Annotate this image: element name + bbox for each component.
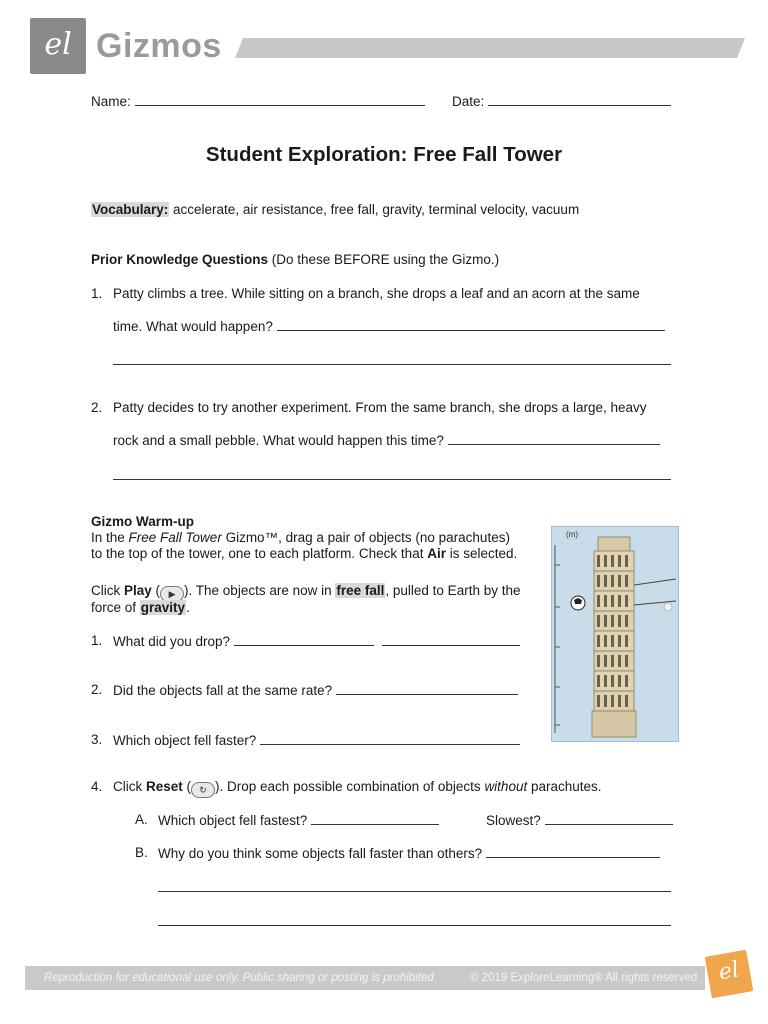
warmup-q2-text: Did the objects fall at the same rate? xyxy=(113,683,333,698)
warmup-qB xyxy=(158,845,660,862)
prior-knowledge-title: Prior Knowledge Questions xyxy=(91,252,269,267)
warmup-q1-answer-line-1[interactable] xyxy=(234,633,374,646)
warmup-p1-gizmo: Free Fall Tower xyxy=(128,530,222,545)
warmup-paragraph-1 xyxy=(91,530,510,546)
warmup-q4 xyxy=(113,779,602,798)
warmup-qA-slowest-line[interactable] xyxy=(545,812,673,825)
warmup-p2-a: Click xyxy=(91,583,124,598)
warmup-p1-air: Air xyxy=(427,546,446,561)
warmup-q2-number: 2. xyxy=(91,682,103,697)
warmup-q4-d: parachutes. xyxy=(527,779,602,794)
warmup-p2-line2-b: . xyxy=(186,600,190,615)
warmup-q3-answer-line[interactable] xyxy=(260,732,520,745)
name-line[interactable] xyxy=(135,93,425,106)
play-icon: ▶ xyxy=(160,586,184,602)
warmup-qA xyxy=(158,812,439,829)
warmup-qA-slowest-label: Slowest? xyxy=(486,813,541,828)
warmup-p2-gravity: gravity xyxy=(140,600,186,615)
warmup-paragraph-2-line2 xyxy=(91,600,190,616)
pk-q2-answer-line-2[interactable] xyxy=(113,479,671,480)
pk-q1-answer-line-2[interactable] xyxy=(113,364,671,365)
warmup-q1-number: 1. xyxy=(91,633,103,648)
warmup-q4-reset: Reset xyxy=(146,779,183,794)
pk-q1-line2 xyxy=(113,318,665,335)
warmup-q3-text: Which object fell faster? xyxy=(113,733,257,748)
tower-illustration xyxy=(552,527,678,741)
pk-q1-answer-line[interactable] xyxy=(277,318,665,331)
warmup-q4-without: without xyxy=(484,779,528,794)
warmup-q3-number: 3. xyxy=(91,732,103,747)
warmup-p2-freefall: free fall xyxy=(336,583,385,598)
axis-label: (m) xyxy=(566,530,578,539)
pk-q2-line2 xyxy=(113,432,660,449)
gizmos-logo-mark: el xyxy=(44,27,72,62)
warmup-p2-d: , pulled to Earth by the xyxy=(385,583,521,598)
warmup-qA-text: Which object fell fastest? xyxy=(158,813,308,828)
warmup-qB-answer-line[interactable] xyxy=(486,845,660,858)
pk-q1-text: Patty climbs a tree. While sitting on a branch, she drops a leaf and an acorn at the same xyxy=(113,286,640,301)
warmup-p1-b: Gizmo™, drag a pair of objects (no parachutes) xyxy=(221,530,510,545)
warmup-p2-line2-a: force of xyxy=(91,600,140,615)
header-bar xyxy=(235,38,745,58)
vocabulary-terms: accelerate, air resistance, free fall, gravity, terminal velocity, vacuum xyxy=(169,202,580,217)
warmup-q1 xyxy=(113,633,520,650)
warmup-p1-a: In the xyxy=(91,530,129,545)
warmup-heading xyxy=(91,514,194,530)
vocabulary xyxy=(91,202,579,218)
explorelearning-logo-mark: el xyxy=(716,957,741,986)
date-line[interactable] xyxy=(488,93,671,106)
footer-copyright: © 2019 ExploreLearning® All rights reserved xyxy=(470,972,698,984)
warmup-q4-b: ( xyxy=(182,779,192,794)
footer-disclaimer: Reproduction for educational use only. Public sharing or posting is prohibited. xyxy=(44,972,437,984)
pk-q1-text-2: time. What would happen? xyxy=(113,319,273,334)
warmup-p1-line2-a: to the top of the tower, one to each platform. Check that xyxy=(91,546,428,561)
warmup-q4-number: 4. xyxy=(91,779,103,794)
brand-name: Gizmos xyxy=(96,27,222,65)
warmup-qA-slowest xyxy=(486,812,673,829)
warmup-q1-answer-line-2[interactable] xyxy=(382,633,520,646)
name-label: Name: xyxy=(91,94,131,109)
warmup-qB-answer-line-2[interactable] xyxy=(158,891,671,892)
warmup-p2-play: Play xyxy=(124,583,152,598)
warmup-paragraph-1-line2 xyxy=(91,546,517,562)
pk-q2-number: 2. xyxy=(91,400,103,415)
pk-q2-text-2: rock and a small pebble. What would happen this time? xyxy=(113,433,444,448)
warmup-q4-a: Click xyxy=(113,779,146,794)
warmup-p2-c: ). The objects are now in xyxy=(184,583,336,598)
warmup-title: Gizmo Warm-up xyxy=(91,514,194,529)
warmup-q4-c: ). Drop each possible combination of objects xyxy=(215,779,485,794)
warmup-q2-answer-line[interactable] xyxy=(336,682,518,695)
vocabulary-label: Vocabulary: xyxy=(92,202,169,217)
date-field[interactable] xyxy=(452,93,671,110)
pk-q1-number: 1. xyxy=(91,286,103,301)
pk-q2-text: Patty decides to try another experiment. From the same branch, she drops a large, heavy xyxy=(113,400,647,415)
name-field[interactable] xyxy=(91,93,425,110)
warmup-qA-fastest-line[interactable] xyxy=(311,812,439,825)
date-label: Date: xyxy=(452,94,485,109)
warmup-qA-letter: A. xyxy=(135,812,148,827)
warmup-q1-text: What did you drop? xyxy=(113,634,231,649)
warmup-q3 xyxy=(113,732,520,749)
warmup-p2-b: ( xyxy=(151,583,161,598)
page-title: Student Exploration: Free Fall Tower xyxy=(205,143,563,166)
prior-knowledge-heading xyxy=(91,252,499,268)
reset-icon: ↻ xyxy=(191,782,215,798)
free-fall-tower-image xyxy=(551,526,679,742)
pk-q2-answer-line[interactable] xyxy=(448,432,660,445)
warmup-qB-letter: B. xyxy=(135,845,148,860)
warmup-qB-answer-line-3[interactable] xyxy=(158,925,671,926)
warmup-qB-text: Why do you think some objects fall faster than others? xyxy=(158,846,483,861)
warmup-p1-line2-b: is selected. xyxy=(445,546,518,561)
prior-knowledge-note: (Do these BEFORE using the Gizmo.) xyxy=(268,252,500,267)
warmup-q2 xyxy=(113,682,518,699)
